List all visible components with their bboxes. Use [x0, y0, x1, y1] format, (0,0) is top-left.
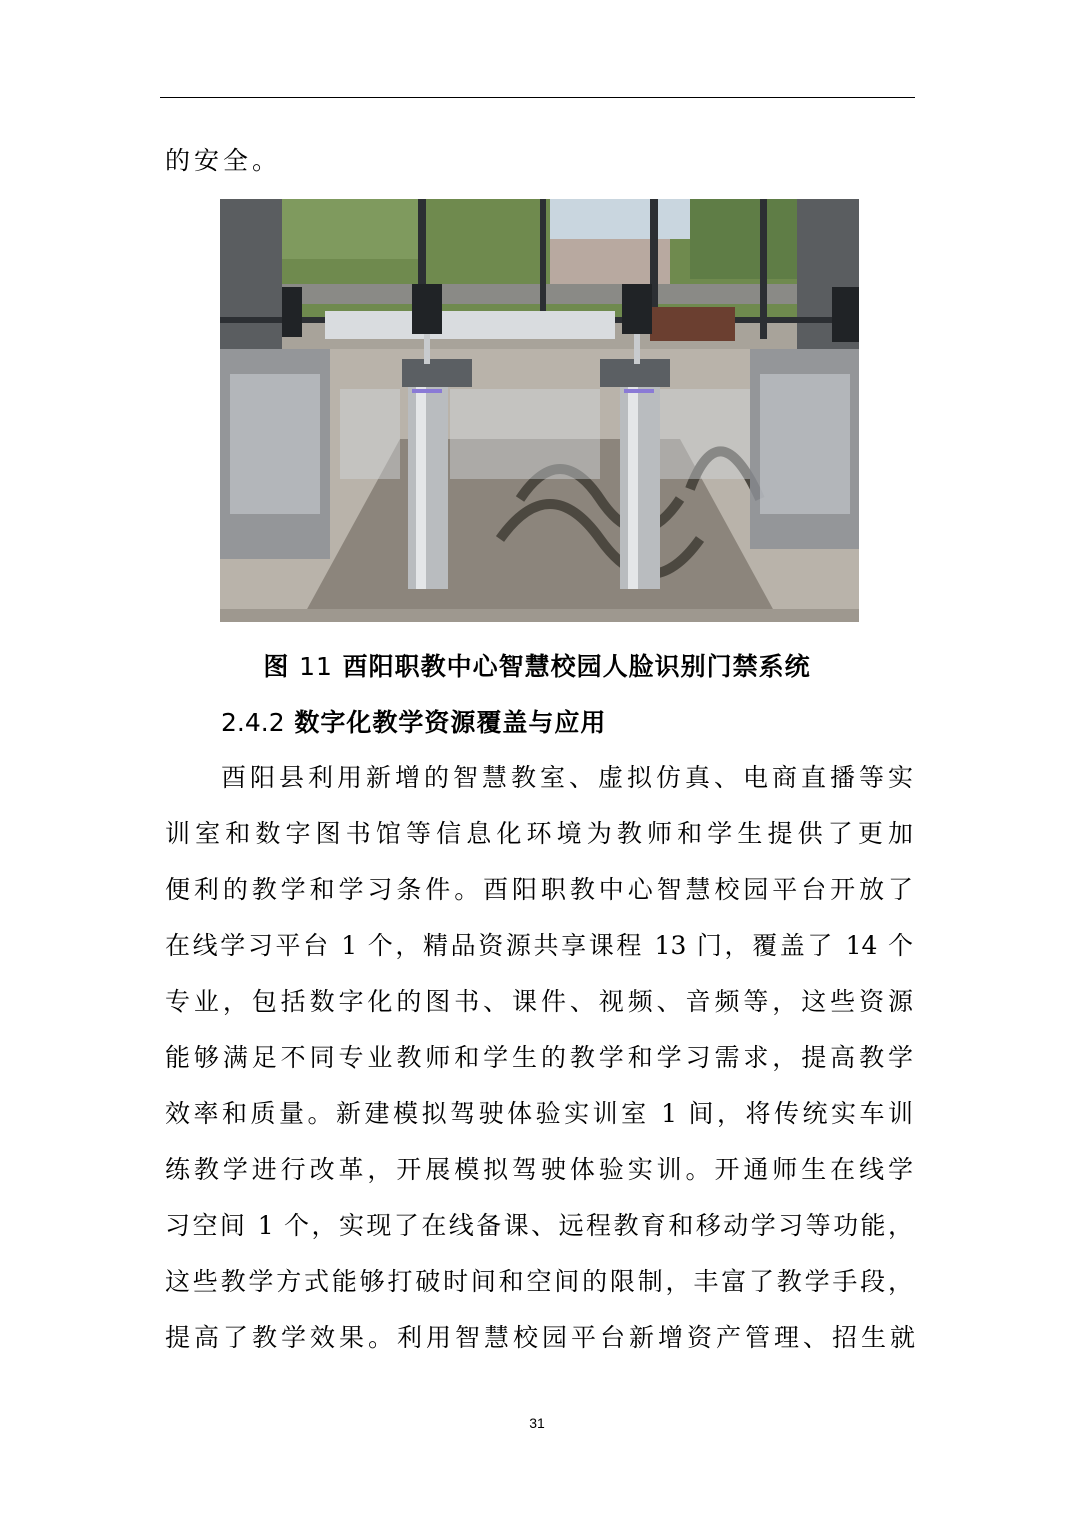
figure-caption-prefix: 图 — [263, 652, 290, 681]
figure-caption — [0, 647, 1074, 683]
paragraph-line: 能够满足不同专业教师和学生的教学和学习需求，提高教学 — [165, 1043, 913, 1072]
paragraph-line: 习空间 1 个，实现了在线备课、远程教育和移动学习等功能， — [165, 1211, 913, 1240]
figure-caption-text: 酉阳职教中心智慧校园人脸识别门禁系统 — [342, 652, 811, 681]
figure-caption-number: 11 — [299, 652, 333, 681]
header-rule — [160, 97, 915, 98]
section-title: 数字化教学资源覆盖与应用 — [294, 708, 607, 737]
paragraph-line: 专业，包括数字化的图书、课件、视频、音频等，这些资源 — [165, 987, 913, 1016]
paragraph-line: 提高了教学效果。利用智慧校园平台新增资产管理、招生就 — [165, 1323, 920, 1352]
paragraph-line: 训室和数字图书馆等信息化环境为教师和学生提供了更加 — [165, 819, 913, 848]
section-heading — [221, 703, 606, 739]
paragraph-line: 在线学习平台 1 个，精品资源共享课程 13 门，覆盖了 14 个 — [165, 931, 913, 960]
face-recognition-gate-photo — [220, 199, 859, 622]
paragraph-line: 便利的教学和学习条件。酉阳职教中心智慧校园平台开放了 — [165, 875, 913, 904]
page-number: 31 — [529, 1415, 545, 1431]
continued-text: 的安全。 — [165, 146, 282, 175]
section-number: 2.4.2 — [221, 708, 285, 737]
paragraph-line: 效率和质量。新建模拟驾驶体验实训室 1 间，将传统实车训 — [165, 1099, 913, 1128]
paragraph-line: 酉阳县利用新增的智慧教室、虚拟仿真、电商直播等实 — [221, 763, 913, 792]
paragraph-line: 练教学进行改革，开展模拟驾驶体验实训。开通师生在线学 — [165, 1155, 913, 1184]
paragraph-line: 这些教学方式能够打破时间和空间的限制，丰富了教学手段， — [165, 1267, 913, 1296]
